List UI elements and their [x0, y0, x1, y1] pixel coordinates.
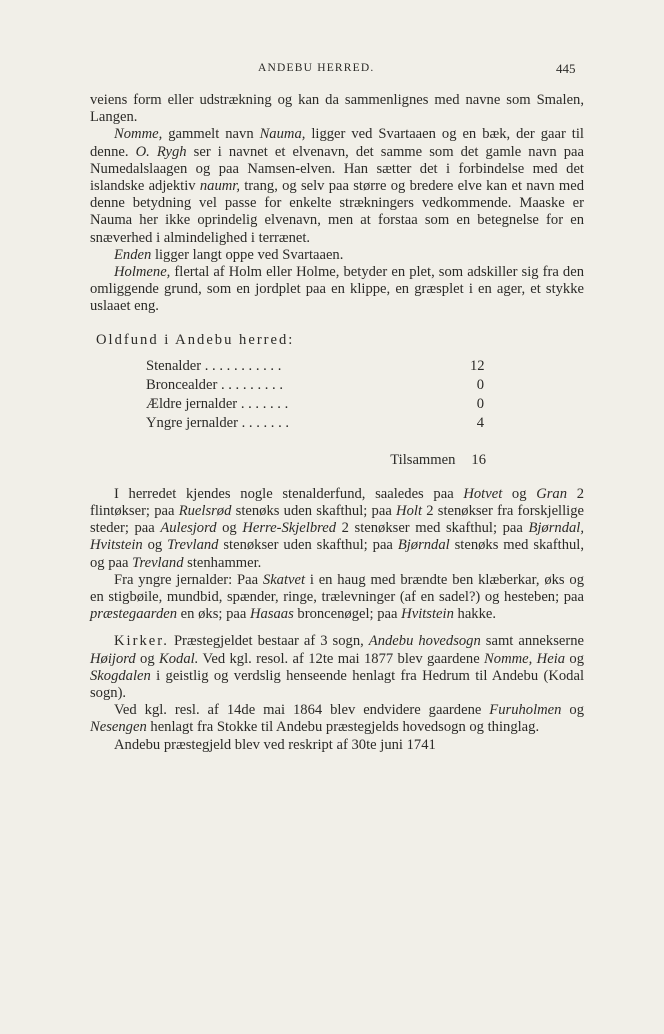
text-run: 2 flintøkser; paa	[90, 485, 584, 520]
text-run: ligger ved Svartaaen og en bæk, der gaar til denne.	[90, 126, 584, 160]
total-value: 16	[471, 451, 486, 468]
total-label: Tilsammen	[390, 451, 456, 468]
place-name: Herre-Skjelbred	[242, 520, 337, 537]
paragraph-reskript-1741: Andebu præstegjeld blev ved reskript af 30te juni 1741	[114, 736, 436, 753]
oldfund-row	[146, 357, 484, 376]
paragraph-enden	[90, 247, 584, 264]
place-name: Trevland	[167, 537, 219, 554]
paragraph-resol-1864	[90, 702, 584, 736]
place-name: Gran	[536, 485, 568, 502]
author-name: O. Rygh	[135, 143, 187, 160]
place-name: Heia	[536, 650, 566, 667]
oldfund-label: Stenalder . . . . . . . . . . .	[146, 357, 282, 374]
text-run: stenøks med skafthul, og paa	[90, 537, 584, 571]
paragraph-veiens-form: veiens form eller udstrækning og kan da sammenlignes med navne som Smalen, Langen.	[90, 92, 584, 126]
place-name: Nomme,	[484, 650, 533, 667]
oldfund-total	[90, 451, 486, 470]
text-run: henlagt fra Stokke til Andebu præstegjelds hovedsogn og thinglag.	[146, 719, 540, 736]
text-run: stenøkser uden skafthul; paa	[218, 537, 398, 554]
text-run: 2 stenøkser fra forskjellige steder; paa	[90, 503, 584, 537]
place-name: Nesengen	[90, 719, 147, 736]
oldfund-table	[146, 357, 484, 433]
text-run: og	[565, 650, 585, 667]
text-run: i geistlig og verdslig henseende henlagt fra Hedrum til Andebu (Kodal sogn).	[90, 667, 584, 702]
place-name: Furuholmen	[489, 702, 562, 719]
page-body	[90, 92, 584, 754]
section-heading-kirker: Kirker.	[114, 633, 169, 650]
text-run: i en haug med brændte ben klæberkar, øks og en stigbøile, mundbid, spænder, ringe, trælevninger (af en sadel?) og hesteben; paa	[90, 571, 584, 606]
text-run: og	[561, 702, 584, 719]
place-name: Hasaas	[249, 606, 294, 623]
oldfund-value: 4	[476, 414, 484, 431]
page-header	[0, 62, 664, 82]
paragraph-nomme	[90, 126, 584, 246]
text-run: hakke.	[453, 606, 497, 623]
text-run: Ved kgl. resol. af 12te mai 1877 blev gaardene	[198, 650, 485, 667]
text-run: en øks; paa	[177, 606, 250, 623]
place-name: Høijord	[90, 650, 136, 667]
place-name: Nauma,	[259, 126, 306, 143]
place-name: Nomme,	[114, 126, 163, 143]
oldfund-row	[146, 376, 484, 395]
oldfund-label: Yngre jernalder . . . . . . .	[146, 414, 290, 431]
text-run: Fra yngre jernalder: Paa	[114, 571, 263, 588]
text-run: flertal af Holm eller Holme, betyder en plet, som adskiller sig fra den omliggende grund, som en jordplet paa en klippe, en græsplet i en ager, et stykke uslaaet eng.	[90, 264, 584, 315]
text-run: Ved kgl. resl. af 14de mai 1864 blev endvidere gaardene	[114, 702, 490, 719]
oldfund-row	[146, 395, 484, 414]
paragraph-holmene	[90, 264, 584, 316]
term: naumr,	[199, 178, 240, 195]
oldfund-label: Broncealder . . . . . . . . .	[146, 376, 283, 393]
text-run: og	[142, 537, 168, 554]
place-name: Skogdalen	[90, 667, 151, 684]
text-run: og	[502, 485, 537, 502]
text-run: ser i navnet et elvenavn, det samme som det gamle navn paa Numedalslaagen og paa Namsen-elven. Han sætter det i forbindelse med det islandske adjektiv	[90, 143, 584, 195]
text-run: stenøks uden skafthul; paa	[231, 503, 397, 520]
text-run: gammelt navn	[162, 126, 260, 143]
text-run: 2 stenøkser med skafthul; paa	[336, 520, 529, 537]
text-run: og	[135, 650, 160, 667]
paragraph-kirker	[90, 633, 584, 702]
place-name: Hotvet	[463, 485, 503, 502]
text-run: stenhammer.	[183, 554, 262, 571]
text-run: ligger langt oppe ved Svartaaen.	[151, 246, 344, 263]
place-name: Trevland	[132, 554, 184, 571]
place-name: Enden	[114, 246, 152, 263]
place-name: Skatvet	[262, 571, 306, 588]
place-name: Holt	[396, 503, 422, 520]
place-name: Ruelsrød	[178, 503, 232, 520]
place-name: Holmene,	[114, 264, 171, 281]
running-title: ANDEBU HERRED.	[258, 62, 375, 74]
place-name: Hvitstein	[401, 606, 454, 623]
place-name: præstegaarden	[90, 606, 178, 623]
place-name: Bjørndal	[397, 537, 450, 554]
text-run: I herredet kjendes nogle stenalderfund, saaledes paa	[114, 485, 464, 502]
text-run: samt annekserne	[480, 633, 584, 650]
oldfund-value: 0	[476, 395, 484, 412]
place-name: Bjørndal,	[528, 520, 584, 537]
paragraph-yngre-jernalder	[90, 572, 584, 624]
place-name: Kodal.	[159, 650, 199, 667]
place-name: Andebu hovedsogn	[368, 633, 481, 650]
oldfund-heading: Oldfund i Andebu herred:	[96, 331, 295, 348]
page-number: 445	[556, 61, 576, 76]
place-name: Aulesjord	[160, 520, 217, 537]
text-run: Præstegjeldet bestaar af 3 sogn,	[168, 633, 369, 650]
paragraph-stenalderfund	[90, 486, 584, 572]
text-run: broncenøgel; paa	[293, 606, 402, 623]
oldfund-row	[146, 414, 484, 433]
place-name: Hvitstein	[90, 537, 143, 554]
oldfund-label: Ældre jernalder . . . . . . .	[146, 395, 289, 412]
text-run: trang, og selv paa større og bredere elve kan et navn med denne betydning vel passe for enkelte strækningers vedkommende. Maaske er Nauma her ikke oprindelig elvenavn, men at forstaa som en betegnelse for en snæverhed i almindelighed i terrænet.	[90, 178, 584, 246]
oldfund-value: 12	[470, 357, 485, 374]
oldfund-value: 0	[476, 376, 484, 393]
text-run: og	[216, 520, 243, 537]
